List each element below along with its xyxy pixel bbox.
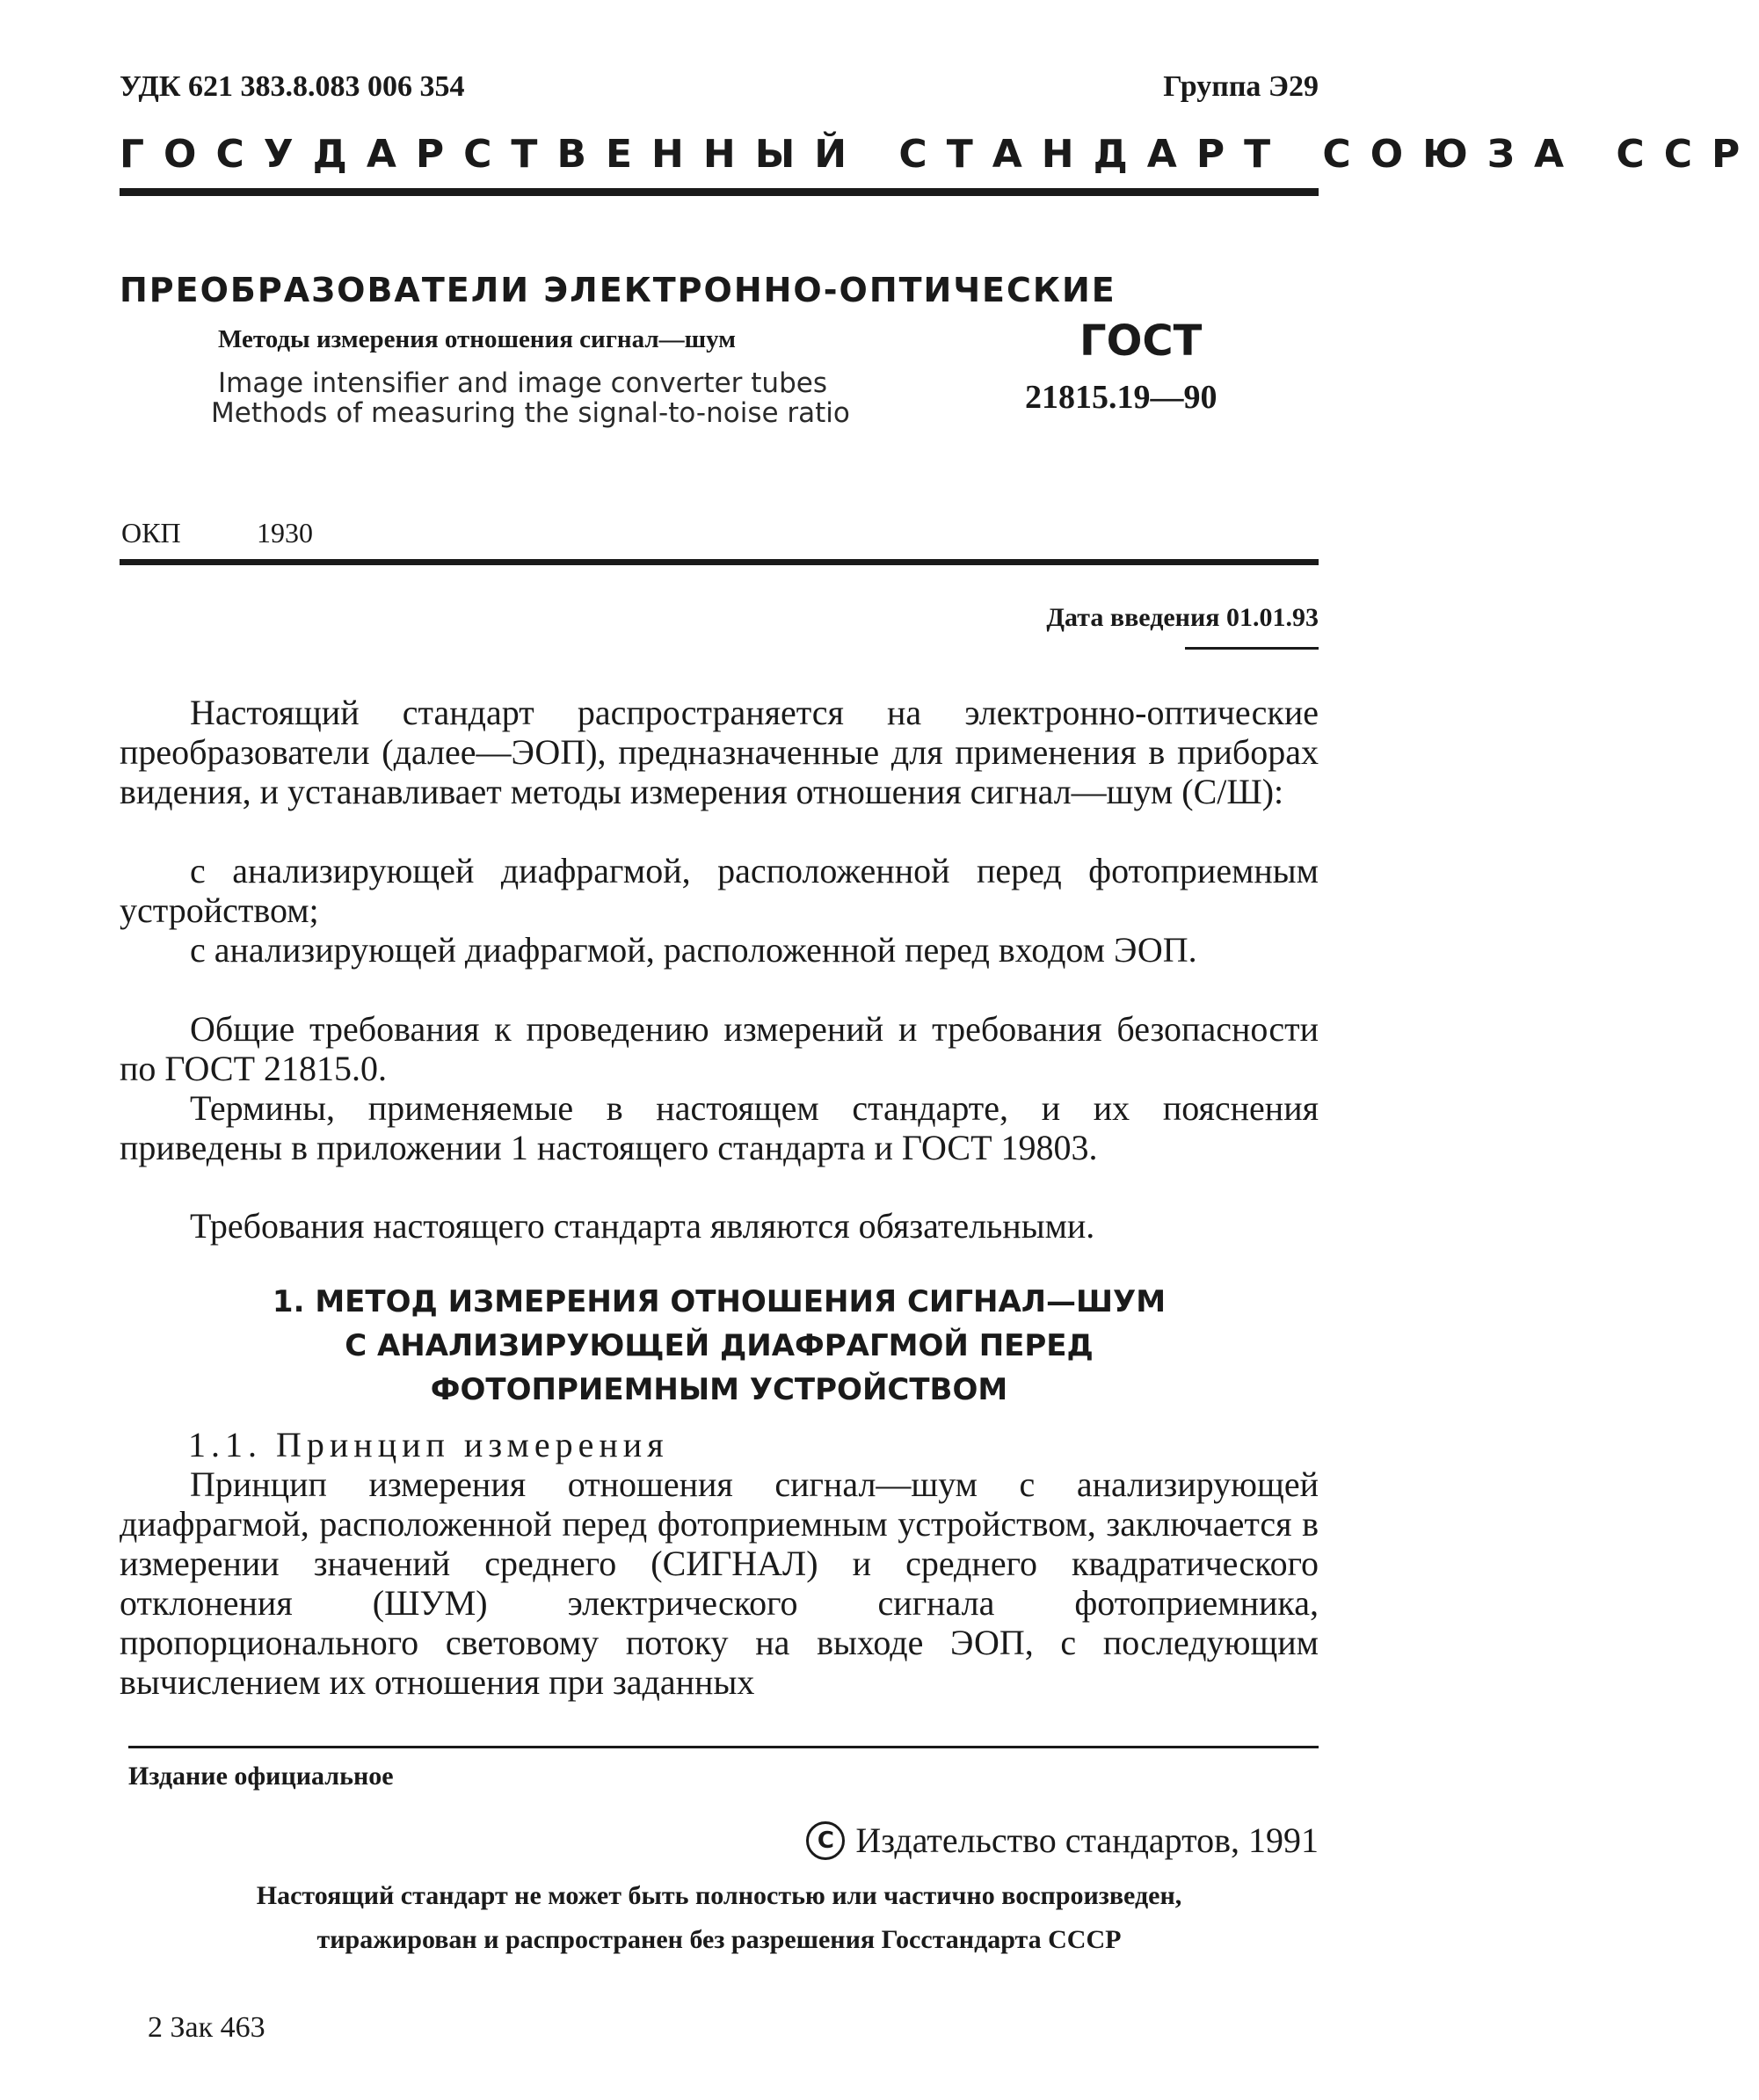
state-standard-banner: ГОСУДАРСТВЕННЫЙ СТАНДАРТ СОЮЗА ССР [120,132,1759,177]
header-rule [120,188,1319,196]
okp-code: 1930 [257,517,313,549]
okp-rule [120,559,1319,565]
paragraph-general-requirements: Общие требования к проведению измерений и требования безопасности по ГОСТ 21815.0. [120,1009,1319,1088]
footer-rule [128,1746,1319,1748]
okp-label: ОКП [121,517,181,549]
introduction-date: Дата введения 01.01.93 [1046,603,1319,632]
group-code: Группа Э29 [1163,70,1319,103]
section-heading-line3: ФОТОПРИЕМНЫМ УСТРОЙСТВОМ [430,1372,1008,1407]
edition-label: Издание официальное [128,1762,394,1791]
subsection-heading: 1.1. Принцип измерения [188,1425,669,1464]
english-title-line1: Image intensifier and image converter tubes [218,367,827,399]
english-title-line2: Methods of measuring the signal-to-noise ratio [211,397,850,429]
paragraph-terms: Термины, применяемые в настоящем стандарте, и их пояснения приведены в приложении 1 настоящего стандарта и ГОСТ 19803. [120,1088,1319,1167]
document-subtitle: Методы измерения отношения сигнал—шум [218,325,737,353]
paragraph-scope: Настоящий стандарт распространяется на электронно-оптические преобразователи (далее—ЭОП), предназначенные для применения в приборах видения, и устанавливает методы измерения отношения сигнал—шум (С/Ш): [120,693,1319,811]
section-heading-line2: С АНАЛИЗИРУЮЩЕЙ ДИАФРАГМОЙ ПЕРЕД [345,1328,1094,1363]
paragraph-mandatory: Требования настоящего стандарта являются обязательными. [190,1206,1095,1246]
udk-code: УДК 621 383.8.083 006 354 [120,70,465,103]
notice-line2: тиражирован и распространен без разрешения Госстандарта СССР [316,1925,1122,1954]
document-title: ПРЕОБРАЗОВАТЕЛИ ЭЛЕКТРОННО-ОПТИЧЕСКИЕ [120,271,1116,309]
paragraph-method-2: с анализирующей диафрагмой, расположенной перед входом ЭОП. [190,930,1197,970]
reproduction-notice [120,1874,1319,1962]
notice-line1: Настоящий стандарт не может быть полностью или частично воспроизведен, [256,1881,1182,1910]
paragraph-method-1: с анализирующей диафрагмой, расположенной перед фотоприемным устройством; [120,851,1319,930]
copyright-line [806,1820,1319,1861]
section-heading [120,1280,1319,1412]
order-number: 2 Зак 463 [148,2011,265,2044]
gost-number: 21815.19—90 [1025,379,1217,416]
copyright-text: Издательство стандартов, 1991 [855,1820,1319,1860]
paragraph-principle: Принцип измерения отношения сигнал—шум с анализирующей диафрагмой, расположенной перед фотоприемным устройством, заключается в измерении значений среднего (СИГНАЛ) и среднего квадратического отклонения (ШУМ) электрического сигнала фотоприемника, пропорционального световому потоку на выходе ЭОП, с последующим вычислением их отношения при заданных [120,1464,1319,1702]
section-heading-line1: 1. МЕТОД ИЗМЕРЕНИЯ ОТНОШЕНИЯ СИГНАЛ—ШУМ [272,1284,1167,1319]
copyright-icon: С [806,1821,845,1860]
gost-label: ГОСТ [1079,316,1203,366]
date-underline [1185,647,1319,650]
